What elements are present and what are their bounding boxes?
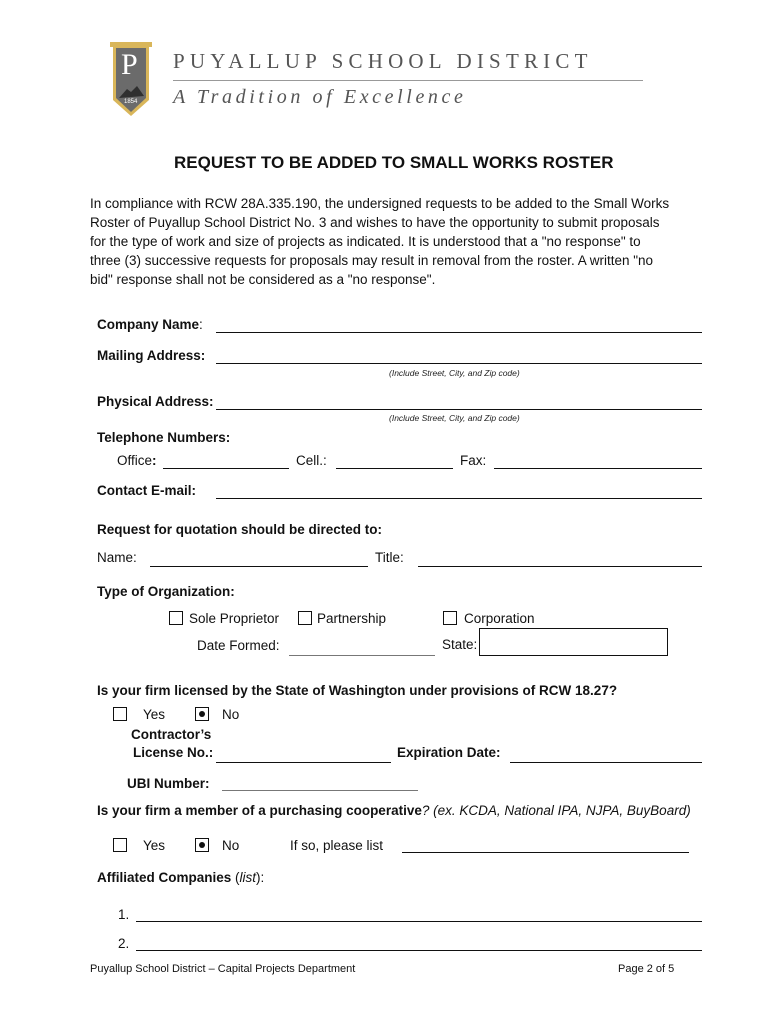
- footer-department: Puyallup School District – Capital Projects Department: [90, 963, 356, 975]
- district-logo: [107, 42, 155, 118]
- contact-name-label: Name:: [97, 550, 137, 565]
- mailing-address-label: Mailing Address:: [97, 348, 206, 363]
- expiration-date-label: Expiration Date:: [397, 745, 501, 760]
- partnership-label: Partnership: [317, 611, 387, 626]
- physical-address-hint: (Include Street, City, and Zip code): [389, 413, 520, 423]
- logo-year: 1854: [124, 99, 138, 105]
- license-no-label: License No.:: [133, 745, 214, 760]
- affiliated-item-2-number: 2.: [118, 936, 130, 951]
- sole-proprietor-label: Sole Proprietor: [189, 611, 280, 626]
- quotation-label: Request for quotation should be directed to:: [97, 522, 382, 537]
- affiliated-item-2-field[interactable]: [136, 950, 702, 951]
- contractors-label: Contractor’s: [131, 727, 212, 742]
- affiliated-label: Affiliated Companies: [97, 870, 232, 885]
- affiliated-open: (: [235, 870, 240, 885]
- company-name-field[interactable]: [216, 332, 702, 333]
- contact-email-field[interactable]: [216, 498, 702, 499]
- coop-yes-label: Yes: [143, 838, 166, 853]
- state-label: State:: [442, 637, 478, 652]
- licensed-question: Is your firm licensed by the State of Washington under provisions of RCW 18.27?: [97, 683, 618, 698]
- coop-yes-checkbox[interactable]: [113, 838, 127, 852]
- affiliated-close: ):: [256, 870, 265, 885]
- licensed-yes-label: Yes: [143, 707, 166, 722]
- physical-address-field[interactable]: [216, 409, 702, 410]
- coop-list-field[interactable]: [402, 852, 689, 853]
- mailing-address-field[interactable]: [216, 363, 702, 364]
- affiliated-list: list: [239, 870, 257, 885]
- licensed-yes-checkbox[interactable]: [113, 707, 127, 721]
- district-tagline: A Tradition of Excellence: [173, 86, 467, 108]
- contact-name-field[interactable]: [150, 566, 368, 567]
- date-formed-label: Date Formed:: [197, 638, 280, 653]
- licensed-no-label: No: [222, 707, 240, 722]
- if-so-label: If so, please list: [290, 838, 384, 853]
- ubi-number-field[interactable]: [222, 790, 418, 791]
- affiliated-label-wrap: [97, 870, 264, 885]
- corporation-checkbox[interactable]: [443, 611, 457, 625]
- footer-page-number: Page 2 of 5: [618, 963, 675, 975]
- mailing-address-hint: (Include Street, City, and Zip code): [389, 368, 520, 378]
- intro-line: for the type of work and size of projects as indicated. It is understood that a "no response" to: [90, 234, 641, 249]
- coop-question: Is your firm a member of a purchasing cooperative: [97, 803, 422, 818]
- expiration-date-field[interactable]: [510, 762, 702, 763]
- coop-question-wrap: [97, 803, 691, 818]
- date-formed-field[interactable]: [289, 655, 435, 656]
- contact-email-label: Contact E-mail:: [97, 483, 197, 498]
- intro-line: bid" response shall not be considered as a "no response".: [90, 272, 436, 287]
- contact-title-field[interactable]: [418, 566, 702, 567]
- org-type-label: Type of Organization:: [97, 584, 235, 599]
- affiliated-item-1-number: 1.: [118, 907, 130, 922]
- coop-examples: ? (ex. KCDA, National IPA, NJPA, BuyBoard): [421, 803, 691, 818]
- telephone-label: Telephone Numbers:: [97, 430, 231, 445]
- state-input-box[interactable]: [479, 628, 668, 656]
- intro-line: Roster of Puyallup School District No. 3 and wishes to have the opportunity to submit proposals: [90, 215, 660, 230]
- affiliated-item-1-field[interactable]: [136, 921, 702, 922]
- header-divider: [173, 80, 643, 81]
- company-name-colon: :: [199, 317, 203, 332]
- fax-label: Fax:: [460, 453, 487, 468]
- office-phone-field[interactable]: [163, 468, 289, 469]
- intro-line: three (3) successive requests for proposals may result in removal from the roster. A written "no: [90, 253, 654, 268]
- cell-phone-field[interactable]: [336, 468, 453, 469]
- intro-line: In compliance with RCW 28A.335.190, the undersigned requests to be added to the Small Works: [90, 196, 670, 211]
- physical-address-label: Physical Address:: [97, 394, 214, 409]
- licensed-no-checkbox[interactable]: [195, 707, 209, 721]
- license-no-field[interactable]: [216, 762, 391, 763]
- cell-label: Cell.:: [296, 453, 327, 468]
- office-label: Office: [117, 453, 153, 468]
- contact-title-label: Title:: [375, 550, 404, 565]
- office-colon: :: [152, 453, 157, 468]
- coop-no-checkbox[interactable]: [195, 838, 209, 852]
- sole-proprietor-checkbox[interactable]: [169, 611, 183, 625]
- district-name: PUYALLUP SCHOOL DISTRICT: [173, 49, 593, 73]
- coop-no-label: No: [222, 838, 240, 853]
- company-name-label: Company Name: [97, 317, 200, 332]
- fax-field[interactable]: [494, 468, 702, 469]
- office-label-wrap: [117, 453, 157, 468]
- page-title: REQUEST TO BE ADDED TO SMALL WORKS ROSTER: [174, 153, 614, 172]
- company-name-label-wrap: [97, 317, 203, 332]
- ubi-number-label: UBI Number:: [127, 776, 210, 791]
- logo-letter: P: [121, 48, 138, 81]
- corporation-label: Corporation: [464, 611, 535, 626]
- partnership-checkbox[interactable]: [298, 611, 312, 625]
